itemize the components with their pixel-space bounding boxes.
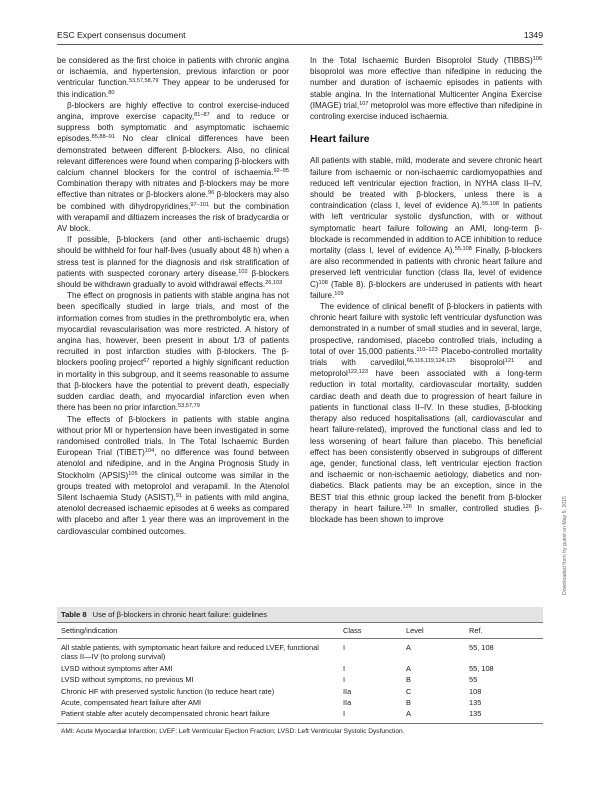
cell-setting: Acute, compensated heart failure after AMI xyxy=(61,698,202,708)
paragraph: In the Total Ischaemic Burden Bisoprolol Study (TIBBS)$^{106}$ bisoprolol was more effective than nifedipine in reducing the number and duration of ischaemic episodes in patients with stable angina. In the International Multicenter Angina Exercise (IMAGE) trial,$^{107}$ metoprolol was more effective than nifedipine in controling exercise induced ischaemia. xyxy=(310,56,542,122)
cell-setting: Chronic HF with preserved systolic function (to reduce heart rate) xyxy=(61,686,275,696)
table-label: Table 8 xyxy=(61,610,87,619)
cell-class: I xyxy=(343,663,346,673)
paragraph: The effects of β-blockers in patients with stable angina without prior MI or hypertension have been investigated in some randomised controlled trials. In The Total Ischaemic Burden European Trial (TIBET)$^{104}$, no difference was found between atenolol and nifedipine, and in the Angina Prognosis Study in Stockholm (APSIS)$^{105}$ the clinical outcome was similar in the groups treated with metoprolol and verapamil. In the Atenolol Silent Ischaemia Study (ASIST),$^{91}$ in patients with mild angina, atenolol decreased ischaemic episodes at 6 weeks as compared with placebo and after 1 year there was an improvement in the cardiovascular combined outcomes. xyxy=(57,414,289,536)
table-row xyxy=(57,674,543,685)
page-number: 1349 xyxy=(523,30,543,40)
table-row xyxy=(57,663,543,674)
cell-class: I xyxy=(343,675,346,685)
cell-ref: 135 xyxy=(469,698,482,708)
guideline-table xyxy=(57,622,543,724)
left-column xyxy=(57,55,289,537)
cell-ref: 108 xyxy=(469,686,482,696)
right-column xyxy=(310,55,542,525)
paragraph: β-blockers are highly effective to control exercise-induced angina, improve exercise capacity,$^{81-87}$ and to reduce or suppress both symptomatic and asymptomatic ischaemic episodes.$^{85,88-91}$ No clear clinical differences have been demonstrated between different β-blockers. Also, no clinical relevant differences were found when comparing β-blockers with calcium channel blockers for the control of ischaemia.$^{92-95}$ Combination therapy with nitrates and β-blockers may be more effective than nitrates or β-blockers alone.$^{96}$ β-blockers may also be combined with dihydropyridines,$^{97-101}$ but the combination with verapamil and diltiazem increases the risk of bradycardia or AV block. xyxy=(57,100,289,234)
section-heading: Heart failure xyxy=(310,134,370,146)
cell-class: I xyxy=(343,643,346,652)
header-setting: Setting/indication xyxy=(57,623,339,639)
paragraph: All patients with stable, mild, moderate and severe chronic heart failure from ischaemic or non-ischaemic cardiomyopathies and reduced left ventricular ejection fraction, in NYHA class II–IV, should be treated with β-blockers, unless there is a contraindication (class I, level of evidence A).$^{55,108}$ In patients with left ventricular systolic dysfunction, with or without symptomatic heart failure following an AMI, long-term β-blockade is recommended in addition to ACE inhibition to reduce mortality (class I, level of evidence A).$^{55,108}$ Finally, β-blockers are also recommended in patients with chronic heart failure and preserved left ventricular function (class IIa, level of evidence C)$^{108}$ (Table 8). β-blockers are underused in patients with heart failure.$^{109}$ xyxy=(310,156,542,300)
download-watermark: Downloaded from by guest on May 5, 2015 xyxy=(562,496,568,595)
paragraph: The evidence of clinical benefit of β-blockers in patients with chronic heart failure with systolic left ventricular dysfunction was demonstrated in a number of small studies and in several, large, prospective, randomised, placebo controlled trials, including a total of over 15,000 patients.$^{110-123}$ Placebo-controlled mortality trials with carvedilol,$^{66,116,119,124,125}$ bisoprolol$^{121}$ and metoprolol$^{122,123}$ have been associated with a long-term reduction in total mortality, cardiovascular mortality, sudden cardiac death and death due to progression of heart failure in patients in functional class II–IV. In these studies, β-blocking therapy also reduced hospitalisations (all, cardiovascular and heart failure-related), improved the functional class and led to less worsening of heart failure than placebo. This beneficial effect has been consistently observed in subgroups of different age, gender, functional class, left ventricular ejection fraction and ischaemic or non-ischaemic aetiology, diabetics and non-diabetics. Black patients may be an exception, since in the BEST trial this ethnic group lacked the benefit from β-blocker therapy in heart failure.$^{126}$ In smaller, controlled studies β-blockade has been shown to improve xyxy=(310,302,543,524)
paragraph: The effect on prognosis in patients with stable angina has not been specifically studied in large trials, and most of the information comes from studies in the prethrombolytic era, when myocardial revascularisation was more restricted. A history of angina has, however, been present in about 1/3 of patients recruited in post infarction studies with β-blockers. The β-blockers pooling project$^{67}$ reported a highly significant reduction in mortality in this subgroup, and it seems reasonable to assume that β-blockers have the potential to prevent death, especially sudden cardiac death, and myocardial infarction even when there has been no prior infarction.$^{53,57,79}$ xyxy=(57,291,289,413)
table-header-row xyxy=(57,623,543,639)
table-row xyxy=(57,639,543,663)
cell-level: C xyxy=(406,686,412,696)
journal-section-title: ESC Expert consensus document xyxy=(57,30,186,40)
cell-class: I xyxy=(339,708,402,723)
cell-level: B xyxy=(406,698,411,708)
cell-setting: All stable patients, with symptomatic heart failure and reduced LVEF, functional class II—IV (to prolong survival) xyxy=(61,643,319,662)
cell-class: IIa xyxy=(343,686,352,696)
table-8 xyxy=(57,607,543,735)
table-row xyxy=(57,697,543,708)
cell-setting: LVSD without symptoms, no previous MI xyxy=(61,675,194,685)
cell-ref: 55 xyxy=(469,675,478,685)
cell-class: IIa xyxy=(343,698,352,708)
table-row xyxy=(57,708,543,723)
cell-level: A xyxy=(402,708,465,723)
cell-ref: 55, 108 xyxy=(469,643,494,652)
paragraph: If possible, β-blockers (and other anti-ischaemic drugs) should be withheld for four half-lives (usually about 48 h) when a stress test is planned for the diagnosis and risk stratification of patients with suspected coronary artery disease.$^{102}$ β-blockers should be withdrawn gradually to avoid withdrawal effects.$^{26,103}$ xyxy=(57,235,289,290)
table-caption xyxy=(57,607,543,622)
running-header xyxy=(57,28,543,45)
table-caption-text: Use of β-blockers in chronic heart failure: guidelines xyxy=(92,610,268,619)
cell-setting: Patient stable after acutely decompensated chronic heart failure xyxy=(57,708,339,723)
paragraph: be considered as the first choice in patients with chronic angina or ischaemia, and hypertension, previous infarction or poor ventricular function.$^{53,57,58,79}$ They appear to be underused for this indication.$^{80}$ xyxy=(57,56,289,99)
header-class: Class xyxy=(339,623,402,639)
cell-setting: LVSD without symptoms after AMI xyxy=(61,663,173,673)
cell-level: A xyxy=(406,643,411,652)
header-ref: Ref. xyxy=(465,623,543,639)
header-level: Level xyxy=(402,623,465,639)
table-footnote: AMI: Acute Myocardial Infarction; LVEF: Left Ventricular Ejection Fraction; LVSD: Left Ventricular Systolic Dysfunction. xyxy=(61,727,405,735)
cell-ref: 55, 108 xyxy=(469,663,494,673)
cell-level: B xyxy=(406,675,411,685)
cell-level: A xyxy=(406,663,411,673)
cell-ref: 135 xyxy=(465,708,543,723)
table-row xyxy=(57,686,543,697)
